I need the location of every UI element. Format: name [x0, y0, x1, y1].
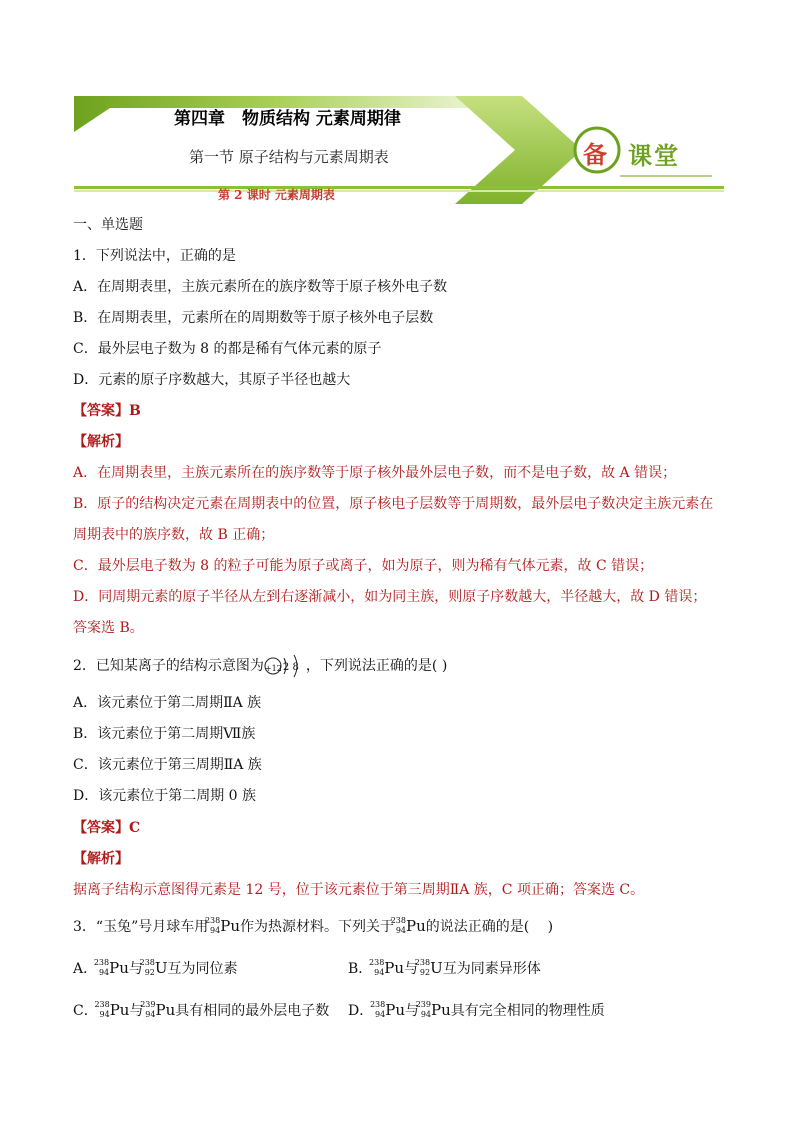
isotope-pu239 [415, 1000, 431, 1020]
option-text: 与 [128, 961, 143, 977]
analysis-text: 据离子结构示意图得元素是 [73, 882, 246, 898]
analysis-number: 12 [245, 882, 264, 898]
atomic-number: 92 [144, 968, 155, 977]
option-a: A．该元素位于第二周期ⅡA 族 [73, 695, 262, 711]
isotope-pu238 [94, 1000, 110, 1020]
option-text: 与 [129, 1003, 144, 1019]
element-symbol: Pu [155, 1001, 176, 1019]
option-text: 具有完全相同的物理性质 [450, 1003, 605, 1019]
ion-structure-diagram [264, 656, 306, 676]
mass-number: 238 [414, 958, 431, 967]
stem-text: 3．“玉兔”号月球车用 [73, 919, 209, 935]
lesson-title: 第 2 课时 元素周期表 [218, 188, 335, 202]
question-stem [73, 916, 553, 937]
ion-shells: 2 8 [282, 662, 299, 673]
element-symbol: Pu [384, 959, 405, 977]
option-label: A． [73, 961, 98, 977]
analysis-line: C．最外层电子数为 8 的粒子可能为原子或离子，如为原子，则为稀有气体元素，故 C 错误； [73, 558, 654, 574]
analysis-line: D．同周期元素的原子半径从左到右逐渐减小，如为同主族，则原子序数越大，半径越大，故 D 错误； [73, 589, 707, 605]
answer [73, 401, 141, 421]
option-label: D． [348, 1003, 374, 1019]
analysis-label: 【解析】 [73, 434, 129, 450]
atomic-number: 94 [145, 1010, 156, 1019]
option-c: C．最外层电子数为 8 的都是稀有气体元素的原子 [73, 341, 382, 357]
question-stem [73, 656, 447, 676]
isotope-pu238 [369, 1000, 386, 1020]
atomic-number: 94 [420, 1010, 431, 1019]
option-text: 与 [404, 961, 419, 977]
answer-label: 【答案】 [73, 820, 129, 836]
isotope-pu239 [140, 1000, 156, 1020]
element-symbol: U [430, 959, 443, 977]
element-symbol: Pu [406, 917, 426, 935]
option-b: B．在周期表里，元素所在的周期数等于原子核外电子层数 [73, 310, 434, 326]
option-text: 具有相同的最外层电子数 [175, 1003, 330, 1019]
logo-char: 备 [583, 141, 607, 169]
stem-text: 作为热源材料。下列关于 [240, 919, 394, 935]
atomic-number: 94 [395, 926, 406, 935]
answer [73, 818, 140, 838]
option-text: 互为同位素 [167, 961, 238, 977]
mass-number: 239 [140, 1000, 156, 1009]
element-symbol: Pu [109, 1001, 130, 1019]
isotope-u238 [139, 958, 155, 978]
isotope-pu238 [390, 916, 406, 936]
option-label: C． [73, 1003, 98, 1019]
question-stem: 1．下列说法中，正确的是 [73, 248, 236, 264]
atomic-number: 94 [99, 1010, 110, 1019]
option-text: 与 [405, 1003, 419, 1019]
mass-number: 238 [369, 958, 385, 967]
analysis-line: 周期表中的族序数，故 B 正确； [73, 527, 275, 543]
option-b: B．该元素位于第二周期Ⅶ族 [73, 726, 256, 742]
answer-value: B [129, 403, 141, 419]
ion-nucleus: +12 [264, 664, 282, 673]
section-title: 第一节 原子结构与元素周期表 [189, 148, 389, 166]
mass-number: 238 [93, 958, 110, 967]
element-symbol: Pu [385, 1001, 405, 1019]
answer-label: 【答案】 [73, 403, 129, 419]
mass-number: 238 [94, 1000, 110, 1009]
option-text: 互为同素异形体 [442, 961, 541, 977]
element-symbol: Pu [109, 959, 129, 977]
option-d [348, 1000, 605, 1021]
atomic-number: 92 [419, 968, 431, 977]
isotope-pu238 [369, 958, 385, 978]
option-c [73, 1000, 329, 1021]
atomic-number: 94 [210, 926, 221, 935]
mass-number: 238 [369, 1000, 386, 1009]
stem-text: 2．已知某离子的结构示意图为 [73, 658, 264, 674]
option-b [348, 958, 541, 979]
option-d: D．该元素位于第二周期 0 族 [73, 788, 257, 804]
conclusion: 答案选 B。 [73, 620, 144, 636]
element-symbol: Pu [431, 1001, 451, 1019]
analysis-label: 【解析】 [73, 851, 129, 867]
option-a: A．在周期表里，主族元素所在的族序数等于原子核外电子数 [73, 279, 448, 295]
mass-number: 239 [415, 1000, 431, 1009]
analysis-line [73, 880, 644, 900]
mass-number: 238 [139, 958, 155, 967]
logo-text: 课堂 [628, 142, 680, 170]
option-a [73, 958, 238, 979]
atomic-number: 94 [375, 1010, 386, 1019]
element-symbol: Pu [220, 917, 240, 935]
option-d: D．元素的原子序数越大，其原子半径也越大 [73, 372, 351, 388]
option-c: C．该元素位于第三周期ⅡA 族 [73, 757, 262, 773]
chapter-title: 第四章 物质结构 元素周期律 [174, 109, 401, 129]
analysis-line: A．在周期表里，主族元素所在的族序数等于原子核外最外层电子数，而不是电子数，故 A 错误； [73, 465, 677, 481]
element-symbol: U [154, 959, 168, 977]
isotope-pu238 [93, 958, 110, 978]
analysis-text: 号，位于该元素位于第三周期ⅡA 族，C 项正确；答案选 C。 [263, 882, 645, 898]
isotope-pu238 [204, 916, 221, 936]
mass-number: 238 [204, 916, 221, 925]
answer-value: C [129, 820, 141, 836]
option-label: B． [348, 961, 373, 977]
stem-text: 的说法正确的是( ) [425, 919, 554, 935]
atomic-number: 94 [374, 968, 385, 977]
analysis-line: B．原子的结构决定元素在周期表中的位置，原子核电子层数等于周期数，最外层电子数决定主族元素在 [73, 496, 714, 512]
mass-number: 238 [390, 916, 406, 925]
stem-text: ，下列说法正确的是( ) [305, 658, 448, 674]
section-heading: 一、单选题 [73, 217, 143, 233]
isotope-u238 [414, 958, 431, 978]
atomic-number: 94 [98, 968, 110, 977]
